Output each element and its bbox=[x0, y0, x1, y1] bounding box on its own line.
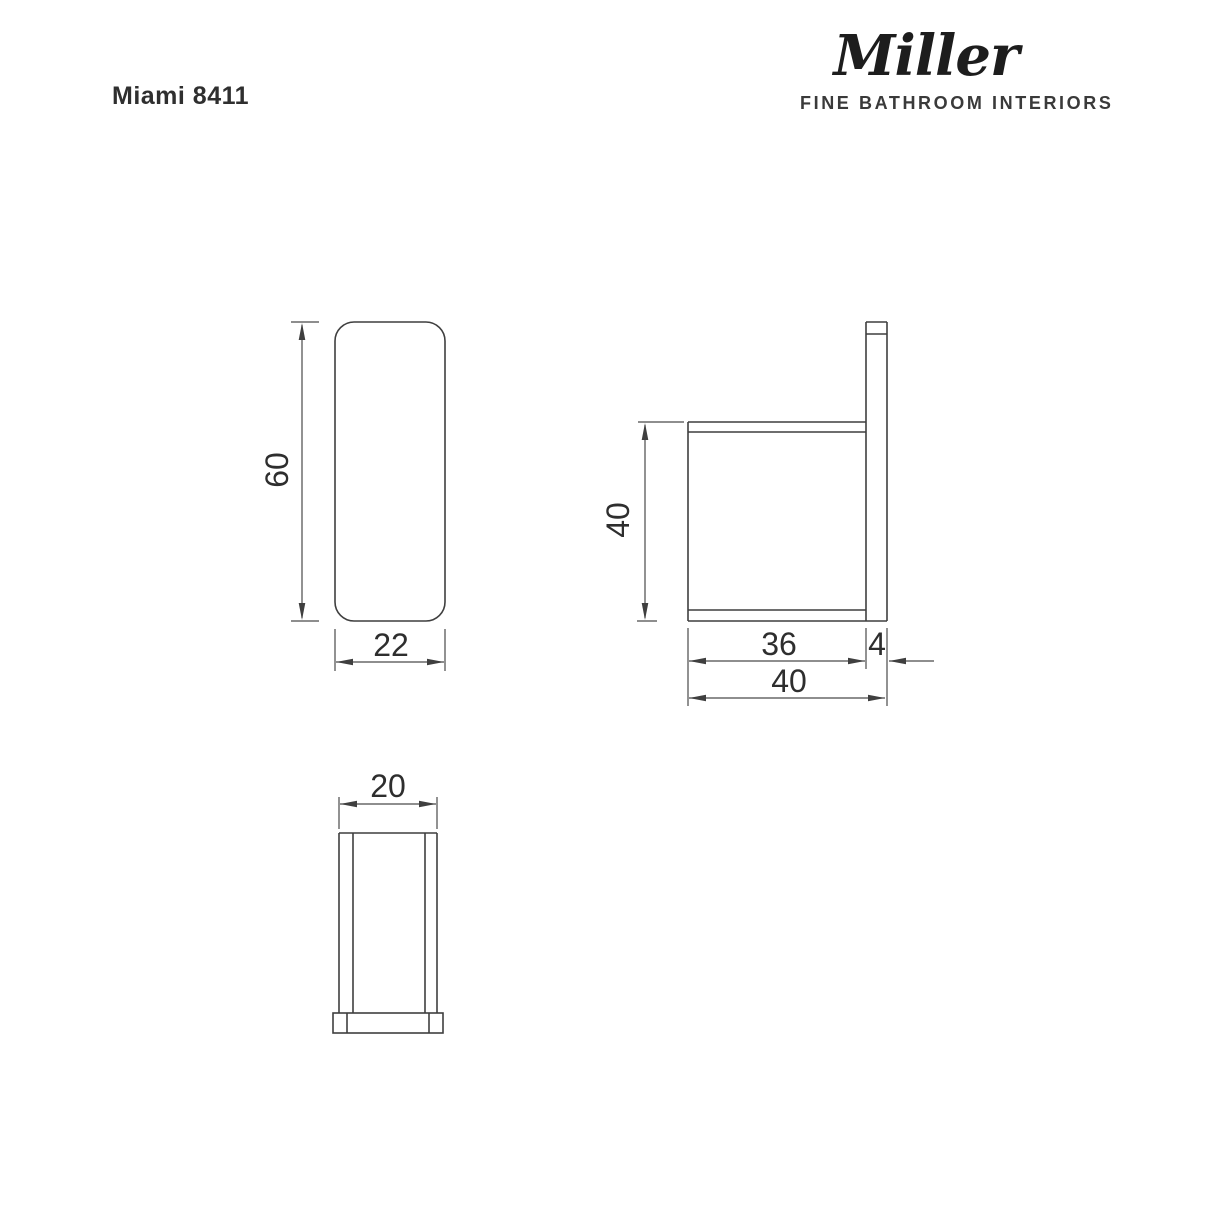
arrow-left-icon bbox=[689, 695, 706, 702]
side-projection-value: 36 bbox=[761, 626, 797, 662]
brand-tagline: FINE BATHROOM INTERIORS bbox=[800, 93, 1114, 113]
top-width-value: 20 bbox=[370, 768, 406, 804]
arrow-down-icon bbox=[299, 603, 306, 620]
arrow-left-icon bbox=[340, 801, 357, 808]
front-height-value: 60 bbox=[259, 452, 295, 488]
arrow-right-icon bbox=[427, 659, 444, 666]
side-view bbox=[600, 322, 934, 706]
arrow-left-icon bbox=[336, 659, 353, 666]
side-plate-thickness-value: 4 bbox=[868, 626, 886, 662]
arrow-right-icon bbox=[419, 801, 436, 808]
front-view-body bbox=[335, 322, 445, 621]
top-view bbox=[333, 768, 443, 1033]
side-depth-value: 40 bbox=[771, 663, 807, 699]
arrow-right-icon bbox=[848, 658, 865, 665]
side-height-dimension bbox=[600, 422, 684, 621]
product-code: Miami 8411 bbox=[112, 82, 250, 110]
arrow-up-icon bbox=[299, 323, 306, 340]
front-height-dimension bbox=[259, 322, 319, 621]
arrow-up-icon bbox=[642, 423, 649, 440]
front-view bbox=[259, 322, 445, 671]
arrow-left-icon bbox=[889, 658, 906, 665]
brand-name-script: Miller bbox=[833, 23, 1019, 89]
side-height-value: 40 bbox=[600, 502, 636, 538]
top-width-dimension bbox=[339, 768, 437, 829]
front-width-value: 22 bbox=[373, 627, 409, 663]
arrow-down-icon bbox=[642, 603, 649, 620]
arrow-left-icon bbox=[689, 658, 706, 665]
front-width-dimension bbox=[335, 627, 445, 671]
base-plate bbox=[333, 1013, 443, 1033]
side-plate-thickness-dimension bbox=[868, 626, 934, 664]
arrow-right-icon bbox=[868, 695, 885, 702]
